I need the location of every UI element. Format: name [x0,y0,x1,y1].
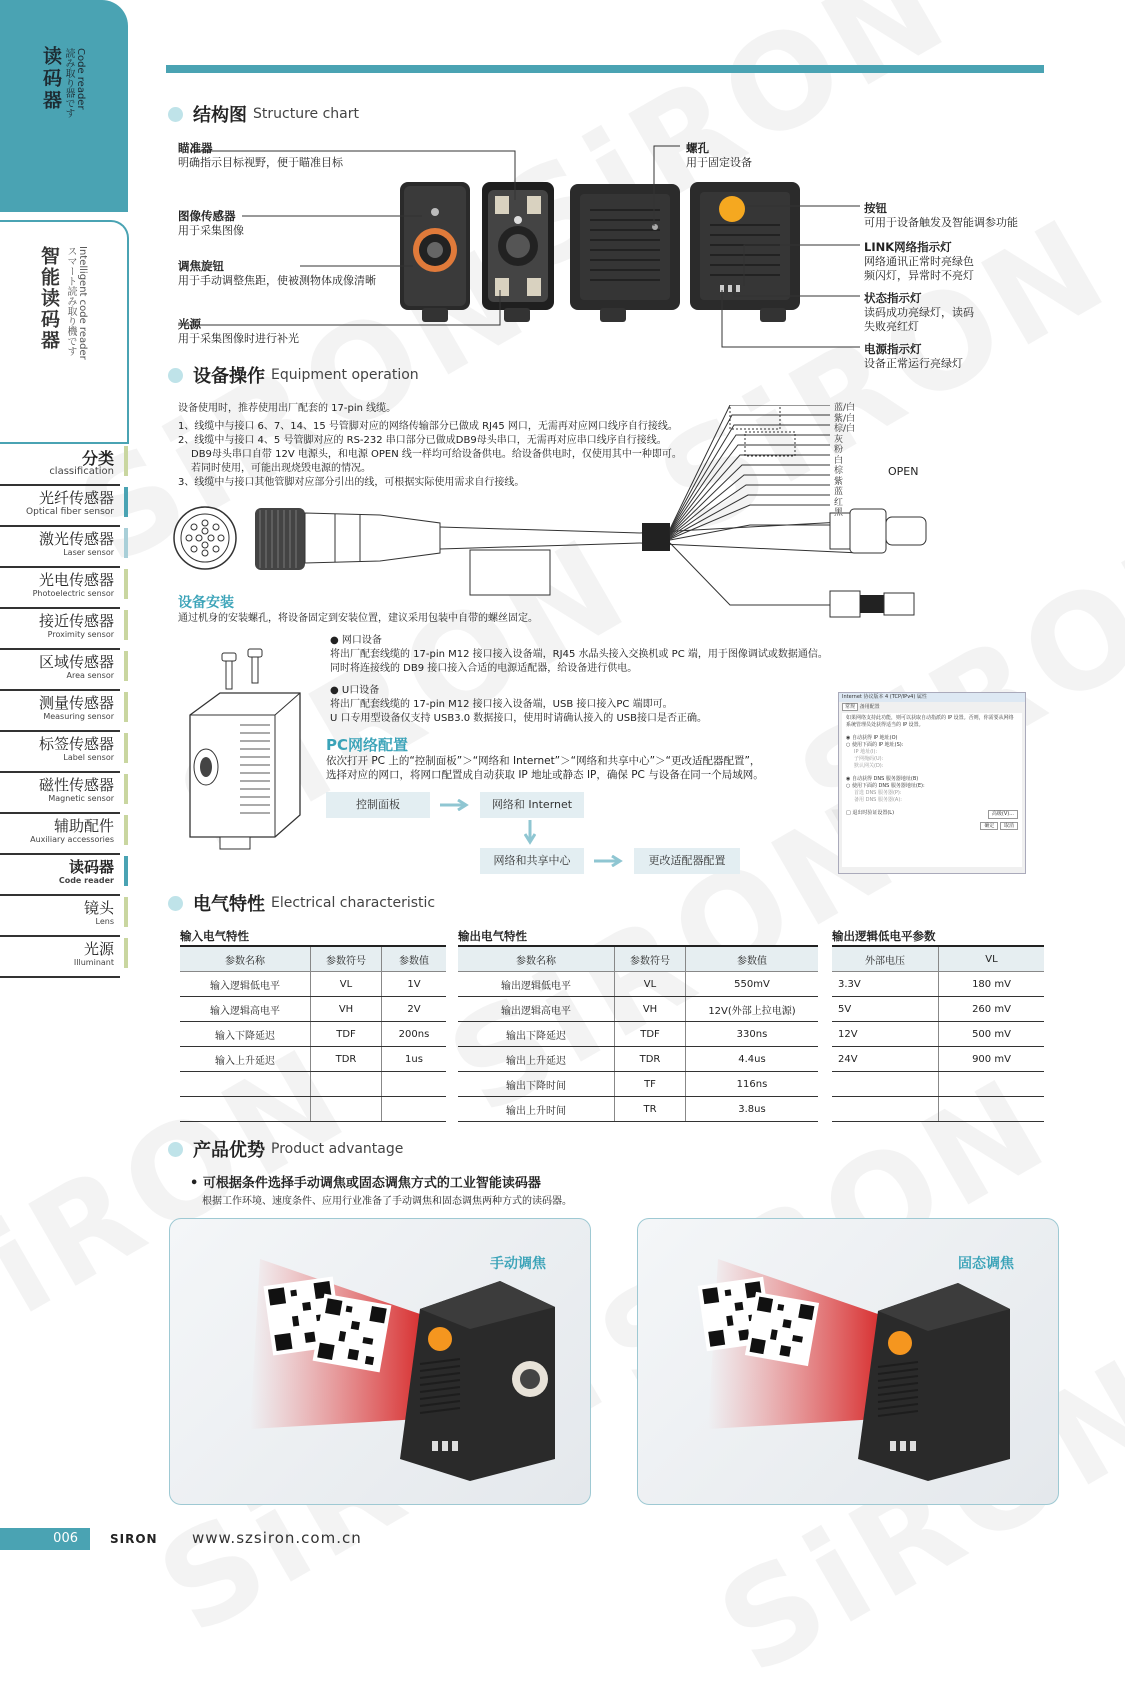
table-row: 输入逻辑高电平 VH 2V [180,997,446,1022]
sidebar-item-accessories[interactable]: 辅助配件 Auxiliary accessories [0,813,120,855]
card-manual-focus [169,1218,591,1505]
table-row [832,1072,1044,1097]
code-reader-device [400,1281,555,1481]
input-table-title: 输入电气特性 [180,929,249,943]
label-button: 按钮 可用于设备触发及智能调参功能 [864,201,1018,229]
header-rule [166,65,1044,73]
footer-brand-logo: SIRON [110,1532,158,1546]
product-illustration [170,1219,590,1504]
table-row: 输入下降延迟 TDF 200ns [180,1022,446,1047]
table-row: 输入逻辑低电平 VL 1V [180,972,446,997]
table-row: 输出下降延迟 TDF 330ns [458,1022,818,1047]
code-reader-device [858,1283,1010,1481]
sidebar-item-label[interactable]: 标签传感器 Label sensor [0,731,120,773]
step-network-internet: 网络和 Internet [480,792,584,818]
pc-config-desc: 依次打开 PC 上的“控制面板”＞“网络和 Internet”＞“网络和共享中心”＞“更改适配器配置”， 选择对应的网口，将网口配置成自动获取 IP 地址或静态 IP，确保 PC 与设备在同一个局域网。 [326,755,764,781]
table-row: 输出上升时间 TR 3.8us [458,1097,818,1122]
section-heading-structure: 结构图 Structure chart [168,101,359,129]
sidebar-item-measuring[interactable]: 测量传感器 Measuring sensor [0,690,120,732]
operation-instructions: 设备使用时，推荐使用出厂配套的 17-pin 线缆。 1、线缆中与接口 6、7、14、15 号管脚对应的网络传输部分已做成 RJ45 网口，无需再对应网口线序自行接线。 2、线缆中与接口 4、5 号管脚对应的 RS-232 串口部分已做成DB9母头串口，无需再对应串口线序自行接线。 DB9母头串口自带 12V 电源头，和电源 OPEN 线一样均可给设备供电。给设备供电时，仅使用其中一种即可。 若同时使用，可能出现烧毁电源的情况。 3、线缆中与接口其他管脚对应部分引出的线，可根据实际使用需求自行接线。 [178,403,682,488]
advantage-bullet: • 可根据条件选择手动调焦或固态调焦方式的工业智能读码器 [190,1176,541,1191]
table-row: 5V 260 mV [832,997,1044,1022]
mounting-illustration [180,645,320,855]
logic-level-table: 外部电压 VL 3.3V 180 mV 5V 260 mV 12V 500 mV 24V 900 mV [832,945,1044,1122]
tab-title: 智能读码器 [38,246,60,351]
input-electrical-table: 参数名称 参数符号 参数值 输入逻辑低电平 VL 1V 输入逻辑高电平 VH 2V 输入下降延迟 TDF 200ns 输入上升延迟 TDR 1us [180,945,446,1122]
table-row: 输出逻辑高电平 VH 12V(外部上拉电源) [458,997,818,1022]
table-row: 3.3V 180 mV [832,972,1044,997]
network-device-note: ● 网口设备 将出厂配套线缆的 17-pin M12 接口接入设备端，RJ45 水晶头接入交换机或 PC 端，用于图像调试或数据通信。 同时将连接线的 DB9 接口接入合适的电源适配器，给设备进行供电。 [330,635,828,674]
arrow-down-icon [524,820,536,846]
output-table-title: 输出电气特性 [458,929,527,943]
label-light-source: 光源 用于采集图像时进行补光 [178,317,299,345]
pc-config-title: PC网络配置 [326,736,409,754]
device-back-view [690,182,800,322]
table-row: 24V 900 mV [832,1047,1044,1072]
label-image-sensor: 图像传感器 用于采集图像 [178,209,244,237]
tab-title: 读码器 [40,46,62,112]
sidebar-item-magnetic[interactable]: 磁性传感器 Magnetic sensor [0,772,120,814]
table-row: 输出逻辑低电平 VL 550mV [458,972,818,997]
label-focus-knob: 调焦旋钮 用于手动调整焦距，使被测物体成像清晰 [178,259,376,287]
label-aimer: 瞄准器 明确指示目标视野，便于瞄准目标 [178,141,343,169]
sidebar-item-proximity[interactable]: 接近传感器 Proximity sensor [0,608,120,650]
section-heading-electrical: 电气特性 Electrical characteristic [168,890,435,918]
sidebar-item-classification[interactable]: 分类 classification [0,444,120,486]
label-screw-hole: 螺孔 用于固定设备 [686,141,752,169]
sidebar-item-lens[interactable]: 镜头 Lens [0,895,120,937]
sidebar-item-photoelectric[interactable]: 光电传感器 Photoelectric sensor [0,567,120,609]
orange-button-icon [719,196,745,222]
arrow-right-icon [440,799,472,811]
card-label: 手动调焦 [490,1256,546,1272]
card-label: 固态调焦 [958,1256,1014,1272]
usb-device-note: ● U口设备 将出厂配套线缆的 17-pin M12 接口接入设备端，USB 接口接入PC 端即可。 U 口专用型设备仅支持 USB3.0 数据接口，使用时请确认接入的 USB接口是否正确。 [330,685,707,724]
sidebar-item-illuminant[interactable]: 光源 Illuminant [0,936,120,978]
card-fixed-focus [637,1218,1059,1505]
sidebar-item-laser[interactable]: 激光传感器 Laser sensor [0,526,120,568]
arrow-right-icon [594,855,626,867]
sidebar-tab-intelligent-reader[interactable] [0,220,129,444]
page-number: 006 [0,1528,90,1550]
device-lens-view [482,182,554,322]
table-row [832,1097,1044,1122]
sidebar-tab-code-reader[interactable] [0,0,128,212]
device-side-view [570,184,680,322]
sidebar-item-optical-fiber[interactable]: 光纤传感器 Optical fiber sensor [0,485,120,527]
open-label: OPEN [888,465,919,478]
advantage-desc: 根据工作环境、速度条件、应用行业准备了手动调焦和固态调焦两种方式的读码器。 [202,1196,572,1207]
tab-subtitle: Intelligent code reader スマート読み取り機です [65,246,88,360]
table-row: 输入上升延迟 TDR 1us [180,1047,446,1072]
device-front-view [400,182,470,322]
footer-website-link[interactable]: www.szsiron.com.cn [192,1529,362,1547]
output-electrical-table: 参数名称 参数符号 参数值 输出逻辑低电平 VL 550mV 输出逻辑高电平 VH 12V(外部上拉电源) 输出下降延迟 TDF 330ns 输出上升延迟 TDR 4.4us 输出下降时间 TF 116ns 输出上升时间 TR 3.8us [458,945,818,1122]
table-row: 输出上升延迟 TDR 4.4us [458,1047,818,1072]
step-control-panel: 控制面板 [326,792,430,818]
install-title: 设备安装 [178,595,234,611]
wire-color-list: 蓝/白 紫/白 棕/白 灰 粉 白 棕 紫 蓝 红 黑 [834,403,856,518]
label-power-led: 电源指示灯 设备正常运行亮绿灯 [864,342,963,370]
table-row: 输出下降时间 TF 116ns [458,1072,818,1097]
label-link-led: LINK网络指示灯 网络通讯正常时亮绿色 频闪灯，异常时不亮灯 [864,240,974,282]
sidebar-item-area[interactable]: 区域传感器 Area sensor [0,649,120,691]
section-heading-advantage: 产品优势 Product advantage [168,1136,403,1164]
sidebar-item-code-reader[interactable]: 读码器 Code reader [0,854,120,896]
logic-table-title: 输出逻辑低电平参数 [832,929,936,943]
section-heading-operation: 设备操作 Equipment operation [168,362,419,390]
table-row [180,1072,446,1097]
tab-subtitle: Code reader 読み取り器です [63,48,86,118]
step-sharing-center: 网络和共享中心 [480,848,584,874]
step-adapter-config: 更改适配器配置 [634,848,740,874]
table-row: 12V 500 mV [832,1022,1044,1047]
install-desc: 通过机身的安装螺孔，将设备固定到安装位置，建议采用包装中自带的螺丝固定。 [178,613,538,624]
product-illustration [638,1219,1058,1504]
ipv4-dialog: Internet 协议版本 4 (TCP/IPv4) 属性 常规 备用配置 如果网络支持此功能，则可以获取自动指派的 IP 设置。否则，你需要从网络系统管理员处获得适当的 IP 设置。 ◉ 自动获得 IP 地址(O) ○ 使用下面的 IP 地址(S): IP 地址(I): 子网掩码(U): 默认网关(D): ◉ 自动获得 DNS 服务器地址(B) ○ 使用下面的 DNS 服务器地址(E): 首选 DNS 服务器(P): 备用 DNS 服务器(A): □ 退出时验证设置(L) 高级(V)... 确定 取消 [838,692,1026,874]
label-status-led: 状态指示灯 读码成功亮绿灯，读码 失败亮红灯 [864,291,974,333]
table-row [180,1097,446,1122]
